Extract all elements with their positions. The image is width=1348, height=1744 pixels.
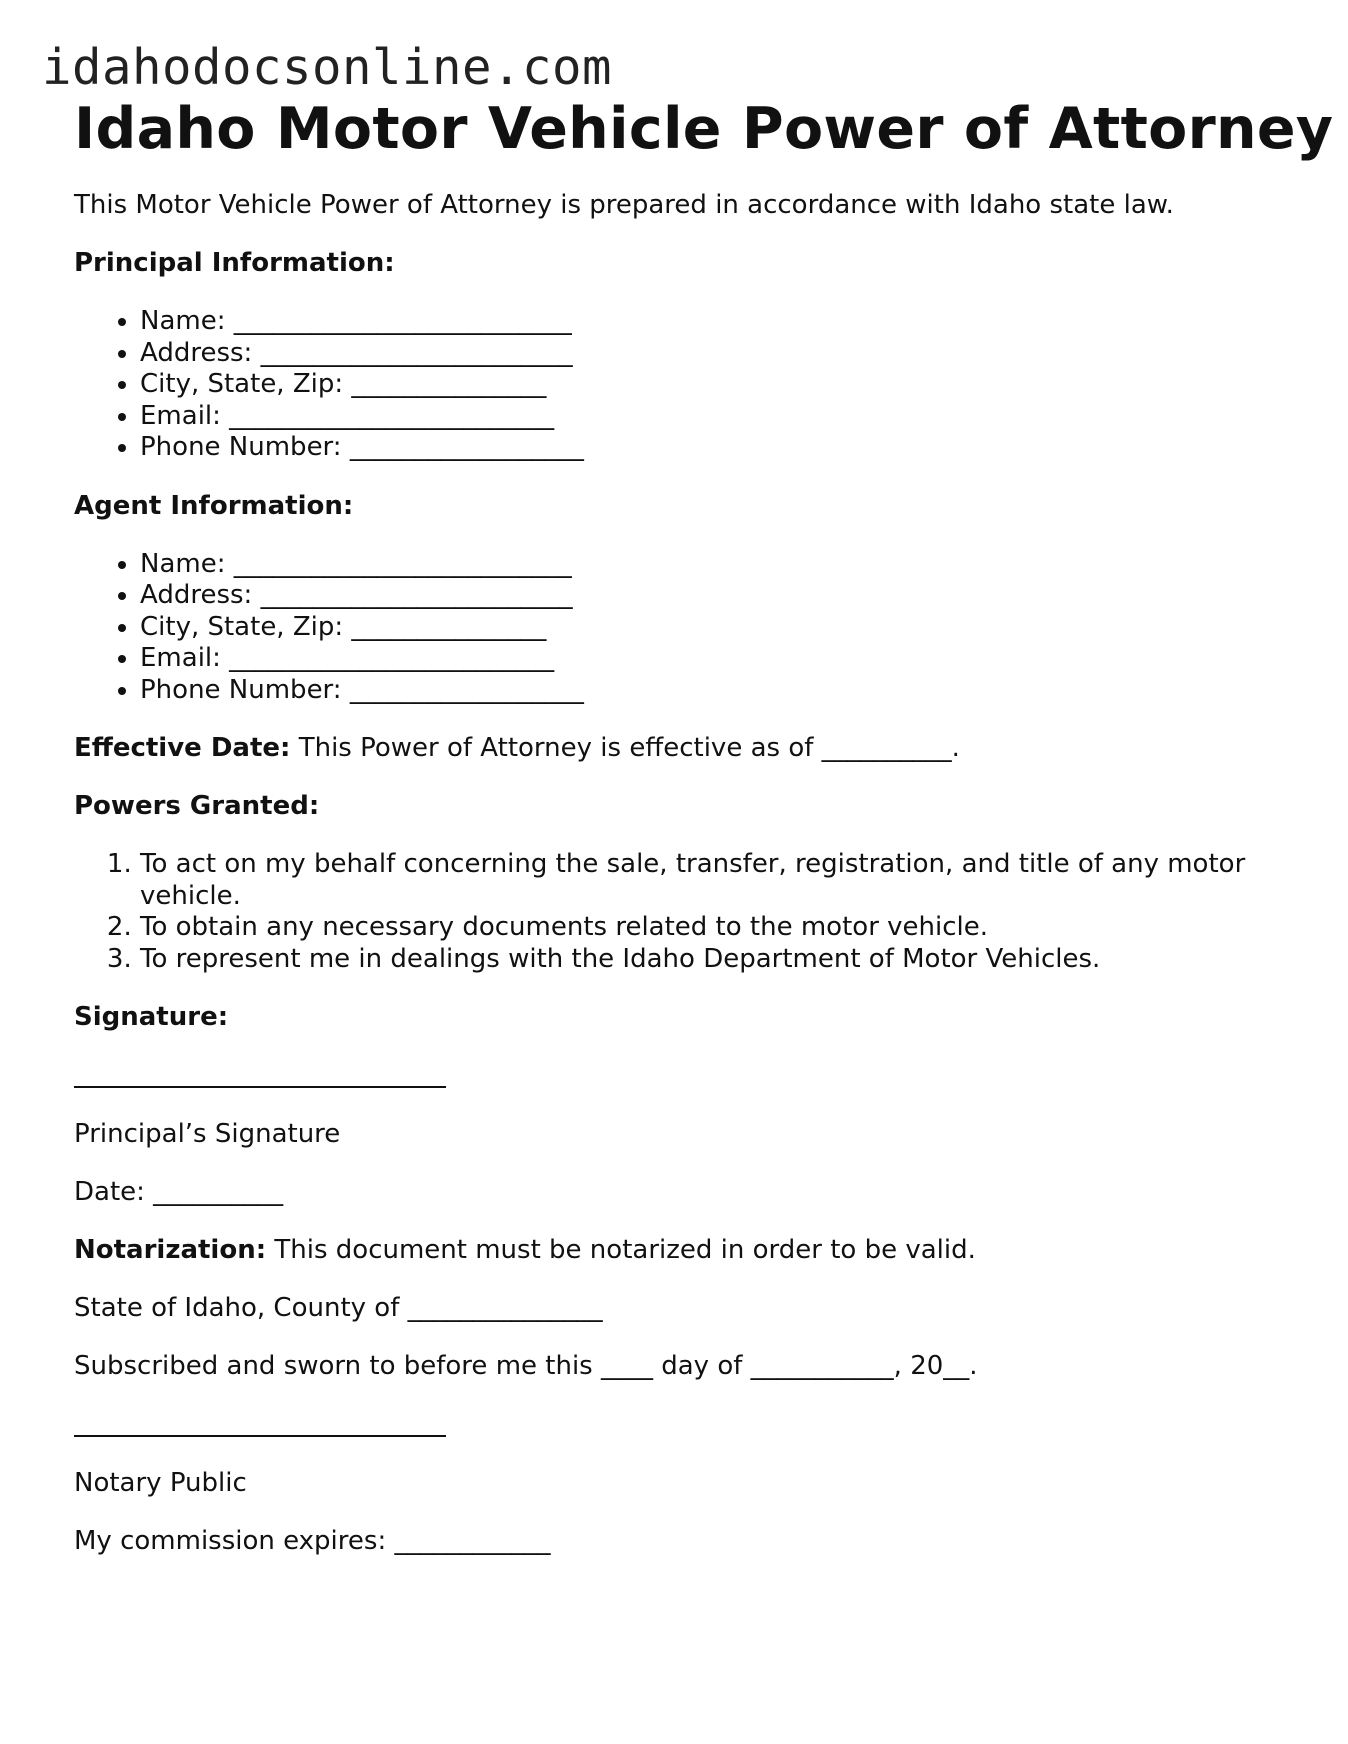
agent-address-field[interactable]: • Address: ________________________ xyxy=(140,580,1294,612)
power-item: 2. To obtain any necessary documents related to the motor vehicle. xyxy=(140,912,1294,944)
sworn-statement-field[interactable]: Subscribed and sworn to before me this ____ day of ___________, 20__. xyxy=(74,1351,978,1381)
site-watermark: idahodocsonline.com xyxy=(42,39,613,96)
notary-signature-line[interactable] xyxy=(74,1410,446,1441)
agent-email-field[interactable]: • Email: _________________________ xyxy=(140,643,1294,675)
effective-date-label: Effective Date: xyxy=(74,733,291,763)
principal-address-field[interactable]: • Address: ________________________ xyxy=(140,338,1294,370)
agent-heading: Agent Information: xyxy=(74,490,354,521)
agent-name-field[interactable]: • Name: __________________________ xyxy=(140,549,1294,581)
signature-heading: Signature: xyxy=(74,1002,229,1032)
document-page xyxy=(74,96,1334,1557)
notary-public-caption: Notary Public xyxy=(74,1468,247,1498)
principal-city-state-zip-field[interactable]: • City, State, Zip: _______________ xyxy=(140,369,1294,401)
signature-date-field[interactable]: Date: __________ xyxy=(74,1177,284,1207)
principal-email-field[interactable]: • Email: _________________________ xyxy=(140,401,1294,433)
intro-paragraph: This Motor Vehicle Power of Attorney is prepared in accordance with Idaho state law. xyxy=(74,190,1174,220)
power-item: 3. To represent me in dealings with the Idaho Department of Motor Vehicles. xyxy=(140,944,1294,976)
principal-fields-list xyxy=(74,306,1294,464)
notarization-label: Notarization: xyxy=(74,1235,267,1265)
principal-name-field[interactable]: • Name: __________________________ xyxy=(140,306,1294,338)
commission-expires-field[interactable]: My commission expires: ____________ xyxy=(74,1526,551,1556)
powers-list xyxy=(74,849,1294,975)
notarization-line xyxy=(74,1235,1294,1266)
principal-signature-caption: Principal’s Signature xyxy=(74,1119,341,1149)
agent-city-state-zip-field[interactable]: • City, State, Zip: _______________ xyxy=(140,612,1294,644)
principal-signature-line[interactable] xyxy=(74,1061,446,1092)
principal-heading: Principal Information: xyxy=(74,248,395,278)
principal-phone-field[interactable]: • Phone Number: __________________ xyxy=(140,432,1294,464)
county-field[interactable]: State of Idaho, County of _______________ xyxy=(74,1293,603,1323)
notarization-text: This document must be notarized in order to be valid. xyxy=(266,1235,976,1265)
effective-date-text: This Power of Attorney is effective as of __________. xyxy=(290,733,960,763)
agent-fields-list xyxy=(74,549,1294,707)
effective-date-line[interactable] xyxy=(74,733,1294,764)
power-item: 1. To act on my behalf concerning the sale, transfer, registration, and title of any motor vehicle. xyxy=(140,849,1320,912)
agent-phone-field[interactable]: • Phone Number: __________________ xyxy=(140,675,1294,707)
document-title: Idaho Motor Vehicle Power of Attorney xyxy=(74,96,1334,162)
powers-heading: Powers Granted: xyxy=(74,791,320,821)
